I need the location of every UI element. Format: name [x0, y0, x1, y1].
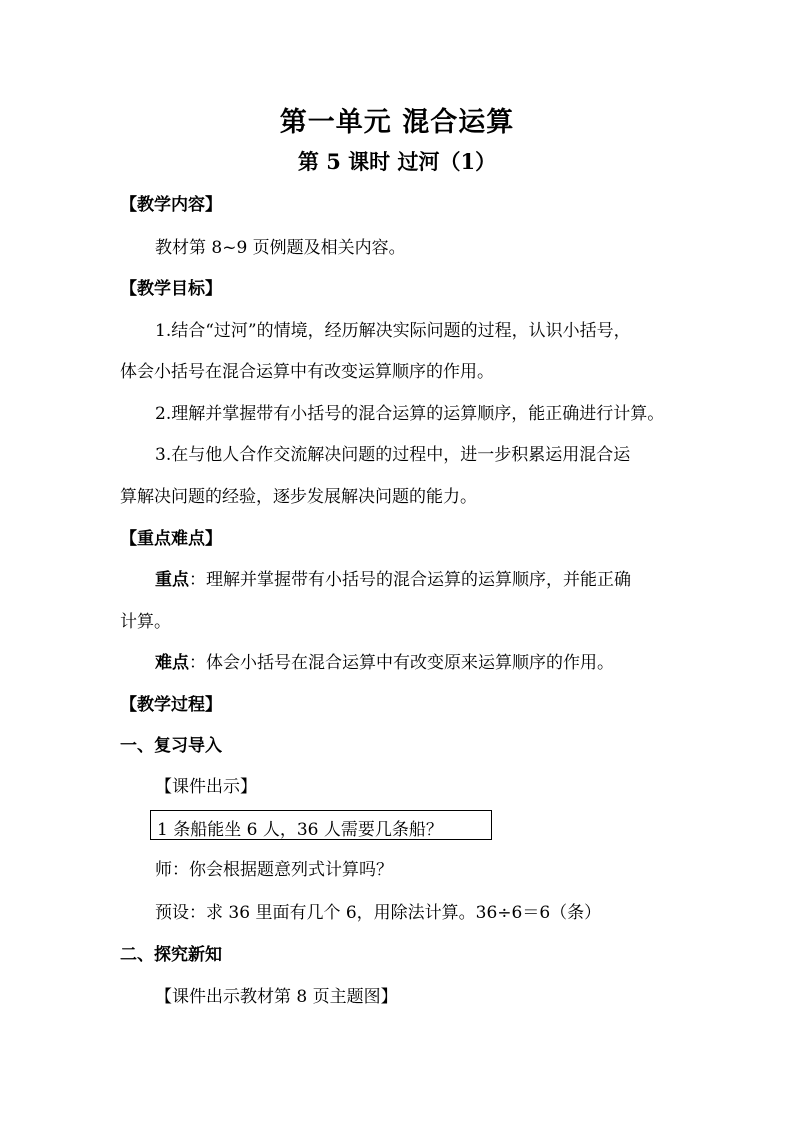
document-title: 第一单元 混合运算	[279, 107, 515, 138]
difficulty-label: 难点	[155, 653, 189, 673]
key-point-line-1	[155, 565, 631, 590]
key-point-label: 重点	[155, 570, 189, 590]
section-heading-goals: 【教学目标】	[120, 279, 222, 299]
goal-1-line-2: 体会小括号在混合运算中有改变运算顺序的作用。	[120, 362, 494, 382]
courseware-1: 【课件出示】	[155, 777, 257, 797]
section-heading-key-points: 【重点难点】	[120, 529, 222, 549]
teacher-line: 师：你会根据题意列式计算吗？	[155, 860, 393, 880]
difficulty-line	[155, 648, 614, 673]
key-point-line-2: 计算。	[120, 612, 171, 632]
goal-2: 2.理解并掌握带有小括号的混合运算的运算顺序，能正确进行计算。	[155, 404, 665, 424]
lesson-subtitle: 第 5 课时 过河（1）	[297, 149, 497, 174]
boxed-question: 1 条船能坐 6 人，36 人需要几条船？	[157, 820, 443, 840]
preset-line: 预设：求 36 里面有几个 6，用除法计算。36÷6＝6（条）	[155, 903, 602, 923]
goal-1-line-1: 1.结合“过河”的情境，经历解决实际问题的过程，认识小括号，	[155, 321, 631, 341]
question-box	[150, 810, 492, 840]
key-point-text: ：理解并掌握带有小括号的混合运算的运算顺序，并能正确	[189, 570, 631, 590]
goal-3-line-2: 算解决问题的经验，逐步发展解决问题的能力。	[120, 487, 477, 507]
goal-3-line-1: 3.在与他人合作交流解决问题的过程中，进一步积累运用混合运	[155, 445, 631, 465]
section-heading-process: 【教学过程】	[120, 695, 222, 715]
section-heading-content: 【教学内容】	[120, 195, 222, 215]
content-text: 教材第 8~9 页例题及相关内容。	[155, 238, 406, 258]
part-2-heading: 二、探究新知	[120, 945, 222, 965]
part-1-heading: 一、复习导入	[120, 736, 222, 756]
difficulty-text: ：体会小括号在混合运算中有改变原来运算顺序的作用。	[189, 653, 614, 673]
courseware-2: 【课件出示教材第 8 页主题图】	[155, 987, 398, 1007]
